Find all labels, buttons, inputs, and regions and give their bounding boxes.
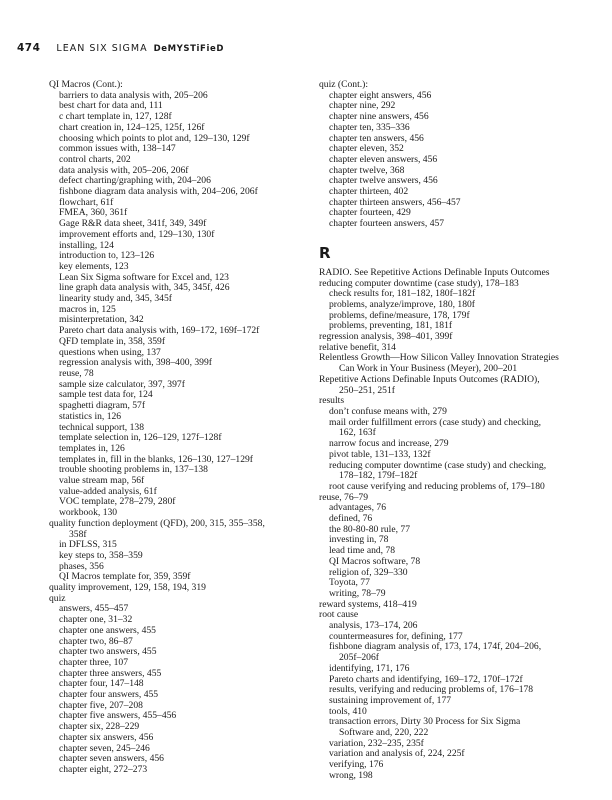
index-subentry: problems, preventing, 181, 181f: [329, 320, 453, 332]
index-subentry: chapter three answers, 455: [59, 667, 162, 679]
index-entry: RADIO. See Repetitive Actions Definable Inputs Outcomes: [319, 266, 550, 278]
index-entry: root cause: [319, 609, 359, 621]
index-column-right: [319, 80, 589, 782]
index-subentry: c chart template in, 127, 128f: [59, 111, 172, 123]
index-entry: quiz (Cont.):: [319, 79, 369, 90]
index-subentry: template selection in, 126–129, 127f–128f: [59, 432, 222, 444]
index-entry: relative benefit, 314: [319, 341, 396, 353]
index-entry: quiz: [49, 592, 66, 604]
index-subentry: chapter two answers, 455: [59, 646, 157, 658]
index-subentry: value stream map, 56f: [59, 475, 145, 487]
index-subentry: don’t confuse means with, 279: [329, 405, 447, 417]
index-subentry: check results for, 181–182, 180f–182f: [329, 288, 476, 300]
index-subentry: Pareto chart data analysis with, 169–172, 169f–172f: [59, 325, 260, 337]
index-entry: QI Macros (Cont.):: [49, 79, 123, 90]
index-subentry: variation, 232–235, 235f: [329, 737, 424, 749]
index-subentry: tools, 410: [329, 705, 367, 717]
index-subentry: chapter eight, 272–273: [59, 764, 148, 775]
index-entry-continuation: 162, 163f: [339, 427, 376, 439]
index-subentry: technical support, 138: [59, 421, 144, 433]
index-subentry: QI Macros software, 78: [329, 555, 421, 567]
index-subentry: chapter five answers, 455–456: [59, 710, 177, 722]
index-subentry: value-added analysis, 61f: [59, 485, 157, 497]
index-subentry: choosing which points to plot and, 129–130, 129f: [59, 132, 250, 144]
index-entry: results: [319, 395, 345, 407]
index-subentry: common issues with, 138–147: [59, 143, 176, 155]
index-subentry: religion of, 329–330: [329, 566, 408, 578]
page-number: 474: [17, 42, 41, 54]
index-subentry: chapter seven, 245–246: [59, 742, 150, 754]
index-subentry: chapter six answers, 456: [59, 731, 154, 743]
book-subtitle: DeMYSTiFieD: [153, 44, 225, 54]
index-subentry: barriers to data analysis with, 205–206: [59, 89, 208, 101]
index-entry-continuation: Can Work in Your Business (Meyer), 200–201: [339, 363, 518, 375]
index-subentry: chapter thirteen, 402: [329, 186, 409, 198]
index-subentry: chapter twelve answers, 456: [329, 175, 438, 187]
index-entry: reducing computer downtime (case study), 178–183: [319, 277, 519, 289]
index-subentry: chapter twelve, 368: [329, 164, 405, 176]
index-subentry: QFD template in, 358, 359f: [59, 335, 166, 347]
index-subentry: linearity study and, 345, 345f: [59, 293, 172, 305]
index-subentry: chapter fourteen, 429: [329, 207, 411, 219]
index-subentry: sample test data for, 124: [59, 389, 153, 401]
index-entry-continuation: Software and, 220, 222: [339, 727, 429, 739]
index-subentry: phases, 356: [59, 560, 104, 572]
index-entries-quiz-cont: [319, 80, 589, 230]
index-subentry: chapter one answers, 455: [59, 624, 156, 636]
index-subentry: wrong, 198: [329, 769, 373, 781]
index-subentry: improvement efforts and, 129–130, 130f: [59, 228, 215, 240]
index-subentry: workbook, 130: [59, 507, 118, 519]
index-subentry: problems, analyze/improve, 180, 180f: [329, 298, 476, 310]
index-subentry: Gage R&R data sheet, 341f, 349, 349f: [59, 218, 207, 230]
index-entries-r: [319, 268, 589, 782]
index-subentry: transaction errors, Dirty 30 Process for Six Sigma: [329, 716, 521, 728]
index-subentry: best chart for data and, 111: [59, 100, 163, 112]
index-subentry: Lean Six Sigma software for Excel and, 123: [59, 271, 229, 283]
index-subentry: reducing computer downtime (case study) and checking,: [329, 459, 547, 471]
index-subentry: results, verifying and reducing problems of, 176–178: [329, 684, 534, 696]
index-subentry: VOC template, 278–279, 280f: [59, 496, 176, 508]
index-subentry: chart creation in, 124–125, 125f, 126f: [59, 121, 205, 133]
index-subentry: chapter nine, 292: [329, 100, 396, 112]
index-subentry: chapter ten, 335–336: [329, 121, 410, 133]
index-subentry: in DFLSS, 315: [59, 539, 117, 551]
index-entry: regression analysis, 398–401, 399f: [319, 331, 453, 343]
index-entry-continuation: 358f: [69, 528, 87, 540]
index-subentry: identifying, 171, 176: [329, 662, 410, 674]
index-subentry: writing, 78–79: [329, 587, 386, 599]
index-subentry: control charts, 202: [59, 153, 131, 165]
index-subentry: answers, 455–457: [59, 603, 129, 615]
index-subentry: chapter fourteen answers, 457: [329, 218, 445, 230]
index-subentry: chapter eight answers, 456: [329, 89, 432, 101]
index-subentry: lead time and, 78: [329, 545, 396, 557]
index-subentry: macros in, 125: [59, 303, 116, 315]
index-subentry: chapter eleven answers, 456: [329, 153, 438, 165]
index-subentry: fishbone diagram analysis of, 173, 174, 174f, 204–206,: [329, 641, 542, 653]
index-subentry: sustaining improvement of, 177: [329, 694, 452, 706]
index-subentry: QI Macros template for, 359, 359f: [59, 571, 191, 583]
index-entry-continuation: 250–251, 251f: [339, 384, 395, 396]
index-entry-continuation: 178–182, 179f–182f: [339, 470, 418, 482]
index-subentry: advantages, 76: [329, 502, 387, 514]
index-subentry: chapter nine answers, 456: [329, 111, 429, 123]
index-entry: Relentless Growth—How Silicon Valley Innovation Strategies: [319, 352, 559, 364]
index-subentry: data analysis with, 205–206, 206f: [59, 164, 189, 176]
index-subentry: FMEA, 360, 361f: [59, 207, 128, 219]
index-column-left: [49, 80, 311, 776]
index-subentry: chapter one, 31–32: [59, 614, 133, 626]
index-subentry: problems, define/measure, 178, 179f: [329, 309, 470, 321]
index-subentry: chapter ten answers, 456: [329, 132, 424, 144]
index-subentry: root cause verifying and reducing problems of, 179–180: [329, 480, 545, 492]
section-letter: R: [319, 243, 331, 262]
index-subentry: chapter seven answers, 456: [59, 753, 164, 765]
index-subentry: chapter four, 147–148: [59, 678, 144, 690]
index-subentry: statistics in, 126: [59, 410, 122, 422]
index-subentry: chapter two, 86–87: [59, 635, 133, 647]
index-subentry: templates in, 126: [59, 442, 125, 454]
index-subentry: fishbone diagram data analysis with, 204–206, 206f: [59, 186, 258, 198]
index-subentry: spaghetti diagram, 57f: [59, 400, 146, 412]
index-subentry: Pareto charts and identifying, 169–172, 170f–172f: [329, 673, 523, 685]
index-subentry: regression analysis with, 398–400, 399f: [59, 357, 212, 369]
index-subentry: reuse, 78: [59, 367, 94, 379]
index-subentry: pivot table, 131–133, 132f: [329, 448, 431, 460]
index-subentry: installing, 124: [59, 239, 114, 251]
book-title: LEAN SIX SIGMA: [56, 43, 148, 54]
index-subentry: chapter five, 207–208: [59, 699, 143, 711]
index-subentry: chapter six, 228–229: [59, 721, 140, 733]
index-subentry: Toyota, 77: [329, 577, 370, 589]
index-subentry: flowchart, 61f: [59, 196, 114, 208]
index-subentry: chapter eleven, 352: [329, 143, 404, 155]
index-subentry: chapter three, 107: [59, 656, 128, 668]
index-entry-continuation: 205f–206f: [339, 652, 379, 664]
index-entry: reuse, 76–79: [319, 491, 369, 503]
index-subentry: chapter thirteen answers, 456–457: [329, 196, 461, 208]
index-subentry: investing in, 78: [329, 534, 389, 546]
index-subentry: variation and analysis of, 224, 225f: [329, 748, 465, 760]
index-entry: quality improvement, 129, 158, 194, 319: [49, 582, 206, 594]
index-subentry: templates in, fill in the blanks, 126–130, 127–129f: [59, 453, 253, 465]
index-subentry: misinterpretation, 342: [59, 314, 144, 326]
index-subentry: verifying, 176: [329, 759, 384, 771]
index-subentry: questions when using, 137: [59, 346, 161, 358]
index-subentry: trouble shooting problems in, 137–138: [59, 464, 208, 476]
running-header: [17, 42, 224, 58]
index-subentry: chapter four answers, 455: [59, 689, 159, 701]
index-subentry: key elements, 123: [59, 260, 129, 272]
index-subentry: defect charting/graphing with, 204–206: [59, 175, 211, 187]
index-subentry: countermeasures for, defining, 177: [329, 630, 463, 642]
index-subentry: analysis, 173–174, 206: [329, 620, 418, 632]
index-subentry: the 80-80-80 rule, 77: [329, 523, 410, 535]
index-entry: quality function deployment (QFD), 200, 315, 355–358,: [49, 517, 265, 529]
index-subentry: line graph data analysis with, 345, 345f, 426: [59, 282, 230, 294]
index-subentry: mail order fulfillment errors (case study) and checking,: [329, 416, 542, 428]
index-entry: Repetitive Actions Definable Inputs Outcomes (RADIO),: [319, 373, 540, 385]
index-entry: reward systems, 418–419: [319, 598, 417, 610]
index-subentry: key steps to, 358–359: [59, 549, 143, 561]
index-subentry: defined, 76: [329, 513, 373, 525]
index-subentry: narrow focus and increase, 279: [329, 438, 449, 450]
index-subentry: introduction to, 123–126: [59, 250, 155, 262]
index-subentry: sample size calculator, 397, 397f: [59, 378, 185, 390]
